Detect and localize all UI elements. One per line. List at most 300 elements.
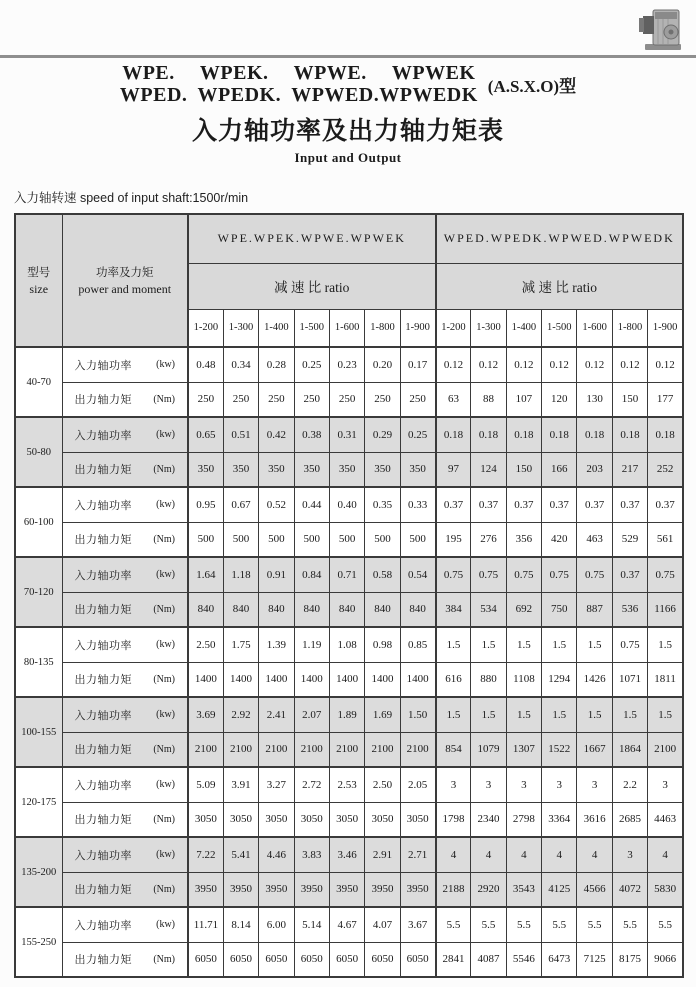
row-label-text: 出力轴力矩 [74, 534, 132, 547]
ratio-col-header: 1-500 [294, 309, 329, 347]
unit-label: (kw) [156, 849, 175, 861]
value-cell: 1.39 [259, 627, 294, 662]
value-cell: 0.75 [577, 557, 612, 592]
row-label-text: 出力轴力矩 [74, 814, 132, 827]
row-label-input-power [62, 487, 188, 522]
unit-label: (kw) [156, 639, 175, 651]
value-cell: 3.67 [400, 907, 435, 942]
value-cell: 6050 [400, 942, 435, 977]
value-cell: 5.5 [577, 907, 612, 942]
value-cell: 3050 [223, 802, 258, 837]
value-cell: 2100 [259, 732, 294, 767]
value-cell: 6.00 [259, 907, 294, 942]
size-cell: 50-80 [15, 417, 62, 487]
value-cell: 1071 [612, 662, 647, 697]
model-title [120, 62, 576, 106]
value-cell: 1.5 [648, 627, 683, 662]
value-cell: 3 [436, 767, 471, 802]
value-cell: 0.18 [577, 417, 612, 452]
value-cell: 1400 [188, 662, 223, 697]
value-cell: 500 [223, 522, 258, 557]
row-label-text: 入力轴功率 [74, 499, 132, 512]
table-row [15, 872, 683, 907]
value-cell: 2685 [612, 802, 647, 837]
unit-label: (Nm) [153, 813, 175, 825]
size-cell: 155-250 [15, 907, 62, 977]
value-cell: 1400 [223, 662, 258, 697]
value-cell: 6050 [329, 942, 364, 977]
value-cell: 1.50 [400, 697, 435, 732]
gearbox-photo [634, 3, 688, 53]
value-cell: 4087 [471, 942, 506, 977]
ratio-col-header: 1-600 [329, 309, 364, 347]
gearbox-illustration [634, 3, 688, 53]
value-cell: 0.37 [612, 557, 647, 592]
value-cell: 1400 [400, 662, 435, 697]
row-label-output-torque [62, 452, 188, 487]
value-cell: 1667 [577, 732, 612, 767]
value-cell: 0.91 [259, 557, 294, 592]
value-cell: 692 [506, 592, 541, 627]
value-cell: 350 [223, 452, 258, 487]
value-cell: 500 [400, 522, 435, 557]
value-cell: 0.48 [188, 347, 223, 382]
value-cell: 0.17 [400, 347, 435, 382]
value-cell: 250 [223, 382, 258, 417]
value-cell: 3050 [329, 802, 364, 837]
value-cell: 217 [612, 452, 647, 487]
value-cell: 3 [506, 767, 541, 802]
value-cell: 5546 [506, 942, 541, 977]
value-cell: 0.12 [612, 347, 647, 382]
table-row [15, 767, 683, 802]
row-label-text: 入力轴功率 [74, 639, 132, 652]
value-cell: 0.65 [188, 417, 223, 452]
value-cell: 0.38 [294, 417, 329, 452]
value-cell: 0.25 [400, 417, 435, 452]
value-cell: 4 [471, 837, 506, 872]
row-label-output-torque [62, 942, 188, 977]
row-label-output-torque [62, 662, 188, 697]
value-cell: 3050 [294, 802, 329, 837]
value-cell: 0.18 [436, 417, 471, 452]
value-cell: 3950 [329, 872, 364, 907]
value-cell: 0.31 [329, 417, 364, 452]
col-header-power-moment-cn: 功率及力矩 [96, 266, 154, 279]
value-cell: 0.37 [577, 487, 612, 522]
value-cell: 0.12 [506, 347, 541, 382]
value-cell: 1.5 [542, 697, 577, 732]
value-cell: 252 [648, 452, 683, 487]
value-cell: 1307 [506, 732, 541, 767]
value-cell: 2100 [400, 732, 435, 767]
row-label-input-power [62, 557, 188, 592]
value-cell: 2100 [223, 732, 258, 767]
value-cell: 97 [436, 452, 471, 487]
value-cell: 5.5 [542, 907, 577, 942]
value-cell: 250 [294, 382, 329, 417]
value-cell: 2.50 [188, 627, 223, 662]
table-row [15, 942, 683, 977]
table-row [15, 452, 683, 487]
group2-ratio-header: 减 速 比 ratio [436, 263, 684, 309]
value-cell: 0.37 [471, 487, 506, 522]
value-cell: 1400 [259, 662, 294, 697]
row-label-text: 出力轴力矩 [74, 464, 132, 477]
row-label-text: 入力轴功率 [74, 779, 132, 792]
value-cell: 1400 [365, 662, 400, 697]
value-cell: 0.25 [294, 347, 329, 382]
group1-ratio-header: 减 速 比 ratio [188, 263, 436, 309]
model-type-suffix: (A.S.X.O)型 [487, 76, 577, 96]
value-cell: 2.92 [223, 697, 258, 732]
value-cell: 8175 [612, 942, 647, 977]
value-cell: 0.33 [400, 487, 435, 522]
value-cell: 3.27 [259, 767, 294, 802]
row-label-output-torque [62, 382, 188, 417]
value-cell: 1.64 [188, 557, 223, 592]
unit-label: (Nm) [153, 393, 175, 405]
value-cell: 4072 [612, 872, 647, 907]
unit-label: (Nm) [153, 883, 175, 895]
value-cell: 0.12 [471, 347, 506, 382]
row-label-text: 入力轴功率 [74, 569, 132, 582]
ratio-col-header: 1-400 [506, 309, 541, 347]
col-header-size [15, 214, 62, 347]
value-cell: 880 [471, 662, 506, 697]
value-cell: 4 [436, 837, 471, 872]
value-cell: 0.84 [294, 557, 329, 592]
value-cell: 250 [188, 382, 223, 417]
value-cell: 5.09 [188, 767, 223, 802]
value-cell: 0.75 [648, 557, 683, 592]
value-cell: 3050 [400, 802, 435, 837]
value-cell: 463 [577, 522, 612, 557]
row-label-text: 出力轴力矩 [74, 954, 132, 967]
value-cell: 0.34 [223, 347, 258, 382]
value-cell: 177 [648, 382, 683, 417]
value-cell: 561 [648, 522, 683, 557]
value-cell: 3616 [577, 802, 612, 837]
ratio-col-header: 1-800 [365, 309, 400, 347]
value-cell: 0.18 [471, 417, 506, 452]
ratio-col-header: 1-200 [436, 309, 471, 347]
value-cell: 0.52 [259, 487, 294, 522]
row-label-text: 入力轴功率 [74, 919, 132, 932]
value-cell: 500 [188, 522, 223, 557]
value-cell: 0.12 [577, 347, 612, 382]
table-row [15, 627, 683, 662]
table-row [15, 907, 683, 942]
ratio-col-header: 1-400 [259, 309, 294, 347]
value-cell: 120 [542, 382, 577, 417]
value-cell: 5830 [648, 872, 683, 907]
value-cell: 0.37 [648, 487, 683, 522]
value-cell: 0.37 [436, 487, 471, 522]
value-cell: 350 [400, 452, 435, 487]
ratio-col-header: 1-900 [400, 309, 435, 347]
unit-label: (Nm) [153, 743, 175, 755]
value-cell: 0.29 [365, 417, 400, 452]
value-cell: 4463 [648, 802, 683, 837]
value-cell: 6050 [365, 942, 400, 977]
value-cell: 0.58 [365, 557, 400, 592]
value-cell: 2100 [648, 732, 683, 767]
value-cell: 0.51 [223, 417, 258, 452]
row-label-text: 出力轴力矩 [74, 744, 132, 757]
value-cell: 1.75 [223, 627, 258, 662]
value-cell: 1079 [471, 732, 506, 767]
value-cell: 5.5 [506, 907, 541, 942]
value-cell: 4 [577, 837, 612, 872]
value-cell: 3950 [188, 872, 223, 907]
value-cell: 1.5 [577, 697, 612, 732]
row-label-output-torque [62, 732, 188, 767]
value-cell: 1.5 [542, 627, 577, 662]
size-cell: 100-155 [15, 697, 62, 767]
value-cell: 250 [400, 382, 435, 417]
value-cell: 7.22 [188, 837, 223, 872]
value-cell: 420 [542, 522, 577, 557]
col-header-power-moment [62, 214, 188, 347]
value-cell: 500 [294, 522, 329, 557]
value-cell: 1798 [436, 802, 471, 837]
page-subtitle: Input and Output [294, 150, 402, 165]
value-cell: 3364 [542, 802, 577, 837]
value-cell: 1.18 [223, 557, 258, 592]
unit-label: (kw) [156, 359, 175, 371]
value-cell: 4 [648, 837, 683, 872]
value-cell: 0.44 [294, 487, 329, 522]
value-cell: 0.75 [436, 557, 471, 592]
value-cell: 3.69 [188, 697, 223, 732]
ratio-col-header: 1-300 [223, 309, 258, 347]
value-cell: 2.53 [329, 767, 364, 802]
value-cell: 500 [259, 522, 294, 557]
value-cell: 0.75 [506, 557, 541, 592]
value-cell: 3 [471, 767, 506, 802]
value-cell: 536 [612, 592, 647, 627]
value-cell: 3950 [294, 872, 329, 907]
unit-label: (Nm) [153, 533, 175, 545]
value-cell: 0.18 [506, 417, 541, 452]
value-cell: 8.14 [223, 907, 258, 942]
page-title: 入力轴功率及出力轴力矩表 [191, 118, 504, 145]
value-cell: 0.35 [365, 487, 400, 522]
value-cell: 1.19 [294, 627, 329, 662]
value-cell: 0.12 [648, 347, 683, 382]
value-cell: 350 [329, 452, 364, 487]
group2-header: WPED.WPEDK.WPWED.WPWEDK [436, 214, 684, 263]
value-cell: 150 [612, 382, 647, 417]
value-cell: 166 [542, 452, 577, 487]
value-cell: 1.5 [577, 627, 612, 662]
value-cell: 1426 [577, 662, 612, 697]
value-cell: 2100 [188, 732, 223, 767]
table-row [15, 382, 683, 417]
group1-header: WPE.WPEK.WPWE.WPWEK [188, 214, 436, 263]
value-cell: 1400 [329, 662, 364, 697]
value-cell: 3.91 [223, 767, 258, 802]
value-cell: 500 [365, 522, 400, 557]
value-cell: 2188 [436, 872, 471, 907]
value-cell: 840 [294, 592, 329, 627]
value-cell: 2.91 [365, 837, 400, 872]
page-header [0, 0, 696, 166]
row-label-input-power [62, 417, 188, 452]
value-cell: 203 [577, 452, 612, 487]
value-cell: 5.5 [648, 907, 683, 942]
value-cell: 0.37 [542, 487, 577, 522]
value-cell: 529 [612, 522, 647, 557]
value-cell: 250 [259, 382, 294, 417]
value-cell: 1.5 [436, 627, 471, 662]
value-cell: 0.23 [329, 347, 364, 382]
value-cell: 840 [223, 592, 258, 627]
value-cell: 0.71 [329, 557, 364, 592]
value-cell: 2798 [506, 802, 541, 837]
value-cell: 0.20 [365, 347, 400, 382]
value-cell: 0.28 [259, 347, 294, 382]
table-row [15, 417, 683, 452]
unit-label: (kw) [156, 429, 175, 441]
value-cell: 3 [612, 837, 647, 872]
value-cell: 1864 [612, 732, 647, 767]
value-cell: 88 [471, 382, 506, 417]
value-cell: 1522 [542, 732, 577, 767]
value-cell: 3950 [223, 872, 258, 907]
value-cell: 616 [436, 662, 471, 697]
value-cell: 0.54 [400, 557, 435, 592]
value-cell: 1294 [542, 662, 577, 697]
value-cell: 0.12 [436, 347, 471, 382]
value-cell: 1.5 [471, 697, 506, 732]
model-title-line1: WPE. WPEK. WPWE. WPWEK [122, 62, 476, 84]
size-cell: 80-135 [15, 627, 62, 697]
value-cell: 1811 [648, 662, 683, 697]
row-label-text: 出力轴力矩 [74, 674, 132, 687]
value-cell: 4 [542, 837, 577, 872]
value-cell: 5.5 [436, 907, 471, 942]
value-cell: 6050 [294, 942, 329, 977]
value-cell: 3 [648, 767, 683, 802]
unit-label: (kw) [156, 709, 175, 721]
value-cell: 0.75 [471, 557, 506, 592]
value-cell: 4.07 [365, 907, 400, 942]
value-cell: 3950 [259, 872, 294, 907]
value-cell: 1.89 [329, 697, 364, 732]
value-cell: 534 [471, 592, 506, 627]
row-label-text: 出力轴力矩 [74, 884, 132, 897]
table-row [15, 697, 683, 732]
unit-label: (kw) [156, 919, 175, 931]
value-cell: 130 [577, 382, 612, 417]
value-cell: 0.95 [188, 487, 223, 522]
value-cell: 0.42 [259, 417, 294, 452]
value-cell: 6473 [542, 942, 577, 977]
value-cell: 887 [577, 592, 612, 627]
value-cell: 250 [329, 382, 364, 417]
value-cell: 0.18 [542, 417, 577, 452]
value-cell: 2841 [436, 942, 471, 977]
col-header-size-en: size [29, 281, 49, 296]
value-cell: 2.05 [400, 767, 435, 802]
table-row [15, 592, 683, 627]
value-cell: 195 [436, 522, 471, 557]
value-cell: 7125 [577, 942, 612, 977]
value-cell: 840 [329, 592, 364, 627]
value-cell: 1.5 [436, 697, 471, 732]
row-label-text: 出力轴力矩 [74, 394, 132, 407]
value-cell: 500 [329, 522, 364, 557]
value-cell: 2.50 [365, 767, 400, 802]
value-cell: 3 [542, 767, 577, 802]
value-cell: 3.83 [294, 837, 329, 872]
ratio-col-header: 1-800 [612, 309, 647, 347]
value-cell: 4 [506, 837, 541, 872]
value-cell: 1166 [648, 592, 683, 627]
table-row [15, 837, 683, 872]
value-cell: 107 [506, 382, 541, 417]
value-cell: 5.5 [612, 907, 647, 942]
value-cell: 3050 [188, 802, 223, 837]
value-cell: 0.67 [223, 487, 258, 522]
row-label-input-power [62, 347, 188, 382]
value-cell: 4.46 [259, 837, 294, 872]
value-cell: 6050 [188, 942, 223, 977]
value-cell: 854 [436, 732, 471, 767]
table-row [15, 347, 683, 382]
value-cell: 0.98 [365, 627, 400, 662]
table-row [15, 732, 683, 767]
value-cell: 840 [188, 592, 223, 627]
row-label-text: 入力轴功率 [74, 849, 132, 862]
value-cell: 5.14 [294, 907, 329, 942]
ratio-col-header: 1-500 [542, 309, 577, 347]
value-cell: 0.37 [506, 487, 541, 522]
value-cell: 840 [365, 592, 400, 627]
value-cell: 2100 [365, 732, 400, 767]
value-cell: 840 [259, 592, 294, 627]
value-cell: 3950 [400, 872, 435, 907]
table-row [15, 557, 683, 592]
value-cell: 2.71 [400, 837, 435, 872]
value-cell: 0.85 [400, 627, 435, 662]
row-label-output-torque [62, 592, 188, 627]
table-row [15, 802, 683, 837]
value-cell: 5.5 [471, 907, 506, 942]
row-label-text: 入力轴功率 [74, 359, 132, 372]
row-label-input-power [62, 837, 188, 872]
value-cell: 0.40 [329, 487, 364, 522]
unit-label: (kw) [156, 499, 175, 511]
value-cell: 63 [436, 382, 471, 417]
value-cell: 2920 [471, 872, 506, 907]
value-cell: 1400 [294, 662, 329, 697]
row-label-input-power [62, 767, 188, 802]
value-cell: 4566 [577, 872, 612, 907]
value-cell: 6050 [259, 942, 294, 977]
value-cell: 2340 [471, 802, 506, 837]
size-cell: 60-100 [15, 487, 62, 557]
unit-label: (kw) [156, 779, 175, 791]
value-cell: 1.5 [648, 697, 683, 732]
value-cell: 0.18 [648, 417, 683, 452]
row-label-text: 出力轴力矩 [74, 604, 132, 617]
value-cell: 11.71 [188, 907, 223, 942]
value-cell: 250 [365, 382, 400, 417]
value-cell: 0.12 [542, 347, 577, 382]
